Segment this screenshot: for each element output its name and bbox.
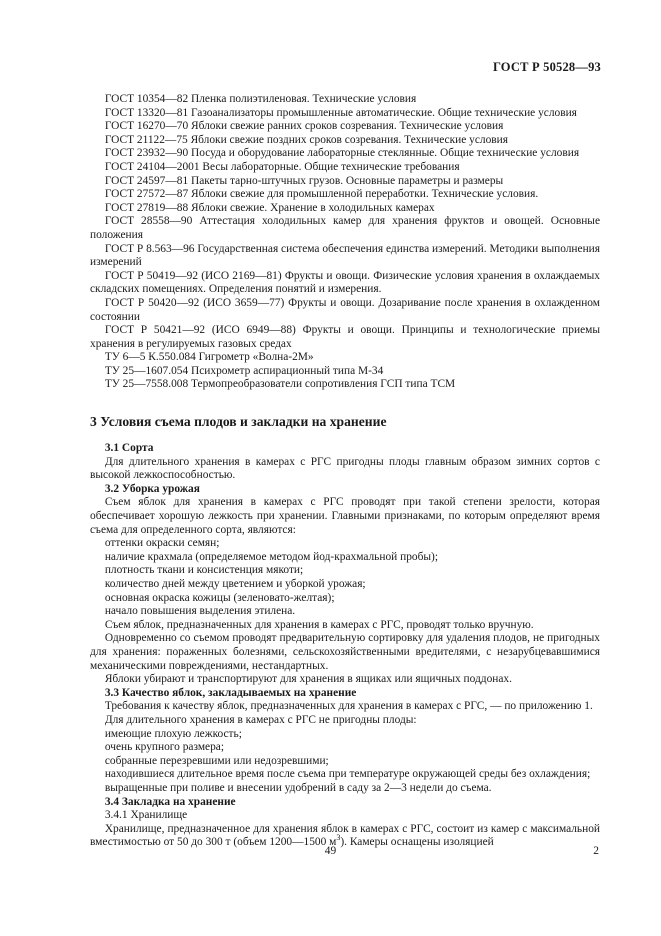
reference-item: ТУ 6—5 К.550.084 Гигрометр «Волна-2М» <box>104 351 314 364</box>
reference-item: ГОСТ 27572—87 Яблоки свежие для промышленной переработки. Технические условия. <box>104 188 539 201</box>
list-item: плотность ткани и консистенция мякоти; <box>104 564 304 577</box>
references-list <box>90 93 600 392</box>
reference-item: ГОСТ 24597—81 Пакеты тарно-штучных грузов. Основные параметры и размеры <box>104 174 504 187</box>
list-item: имеющие плохую лежкость; <box>104 727 242 740</box>
list-item: оттенки окраски семян; <box>104 537 220 550</box>
list-item: собранные перезревшими или недозревшими; <box>104 754 329 767</box>
subsection-3-2-paragraph: Съем яблок, предназначенных для хранения в камерах с РГС, проводят только вручную. <box>104 618 534 631</box>
list-item: выращенные при поливе и внесении удобрений в саду за 2—3 недели до съема. <box>104 781 492 794</box>
document-body <box>90 93 600 850</box>
reference-item: ГОСТ Р 50419—92 (ИСО 2169—81) Фрукты и овощи. Физические условия хранения в охлаждаемых складских помещениях. Определения понятий и измерения. <box>90 269 600 296</box>
section-3-title: 3 Условия съема плодов и закладки на хранение <box>90 414 387 430</box>
list-item: основная окраска кожицы (зеленовато-желтая); <box>104 591 335 604</box>
list-item: очень крупного размера; <box>104 741 224 754</box>
subsection-3-1-title: 3.1 Сорта <box>104 442 154 455</box>
subsection-3-2-title: 3.2 Уборка урожая <box>104 482 200 495</box>
reference-item: ГОСТ 13320—81 Газоанализаторы промышленные автоматические. Общие технические условия <box>104 106 577 119</box>
list-item: наличие крахмала (определяемое методом йод-крахмальной пробы); <box>104 550 438 563</box>
subsection-3-2-paragraph: Яблоки убирают и транспортируют для хранения в ящиках или ящичных поддонах. <box>104 673 512 686</box>
list-item: количество дней между цветением и уборкой урожая; <box>104 578 366 590</box>
page-number: 49 <box>324 845 337 857</box>
reference-item: ГОСТ 23932—90 Посуда и оборудование лабораторные стеклянные. Общие технические условия <box>104 147 580 160</box>
reference-item: ГОСТ 24104—2001 Весы лабораторные. Общие технические требования <box>104 160 460 173</box>
reference-item: ГОСТ 27819—88 Яблоки свежие. Хранение в холодильных камерах <box>104 201 435 214</box>
subsection-3-3-title: 3.3 Качество яблок, закладываемых на хранение <box>104 686 357 699</box>
subsection-3-4-title: 3.4 Закладка на хранение <box>104 795 236 808</box>
list-item: начало повышения выделения этилена. <box>104 605 296 618</box>
subsection-3-3-paragraph: Для длительного хранения в камерах с РГС не пригодны плоды: <box>104 713 417 726</box>
page-header-standard-id: ГОСТ Р 50528—93 <box>492 60 601 74</box>
subsection-3-2-paragraph: Одновременно со съемом проводят предварительную сортировку для удаления плодов, не пригодных для хранения: пораженных болезнями, сельскохозяйственными вредителями, с незарубцевавшимися механическими повреждениями, нестандартных. <box>90 632 600 672</box>
subsection-3-3-paragraph: Требования к качеству яблок, предназначенных для хранения в камерах с РГС, — по приложению 1. <box>104 700 593 713</box>
reference-item: ГОСТ 16270—70 Яблоки свежие ранних сроков созревания. Технические условия <box>104 120 504 133</box>
subsection-3-4-1-title: 3.4.1 Хранилище <box>104 809 188 822</box>
reference-item: ГОСТ Р 50421—92 (ИСО 6949—88) Фрукты и овощи. Принципы и технологические приемы хранения в регулируемых газовых средах <box>90 324 600 350</box>
storage-text-end: ). Камеры оснащены изоляцией <box>340 836 494 849</box>
cubic-superscript: 3 <box>336 833 341 843</box>
reference-item: ГОСТ 10354—82 Пленка полиэтиленовая. Технические условия <box>104 93 417 105</box>
reference-item: ГОСТ Р 8.563—96 Государственная система обеспечения единства измерений. Методики выполнения измерений <box>90 242 601 269</box>
reference-item: ТУ 25—7558.008 Термопреобразователи сопротивления ГСП типа ТСМ <box>104 378 456 391</box>
subsection-3-2-intro: Съем яблок для хранения в камерах с РГС проводят при такой степени зрелости, которая обеспечивает хорошую лежкость при хранении. Главными признаками, по которым определяют время съема для определенного сорта, являются: <box>90 496 600 536</box>
sheet-number: 2 <box>593 845 599 857</box>
storage-text-start: Хранилище, предназначенное для хранения яблок в камерах с РГС, состоит из камер с максимальной вместимостью от 50 до 300 т (объем 1200—1500 м <box>90 822 600 849</box>
reference-item: ТУ 25—1607.054 Психрометр аспирационный типа М-34 <box>104 364 384 377</box>
list-item: находившиеся длительное время после съема при температуре окружающей среды без охлаждения; <box>104 768 591 781</box>
reference-item: ГОСТ Р 50420—92 (ИСО 3659—77) Фрукты и овощи. Дозаривание после хранения в охлажденном состоянии <box>90 296 600 323</box>
subsection-3-1-text: Для длительного хранения в камерах с РГС пригодны плоды главным образом зимних сортов с высокой лежкоспособностью. <box>90 455 600 482</box>
reference-item: ГОСТ 28558—90 Аттестация холодильных камер для хранения фруктов и овощей. Основные положения <box>90 215 600 241</box>
reference-item: ГОСТ 21122—75 Яблоки свежие поздних сроков созревания. Технические условия <box>104 133 508 146</box>
